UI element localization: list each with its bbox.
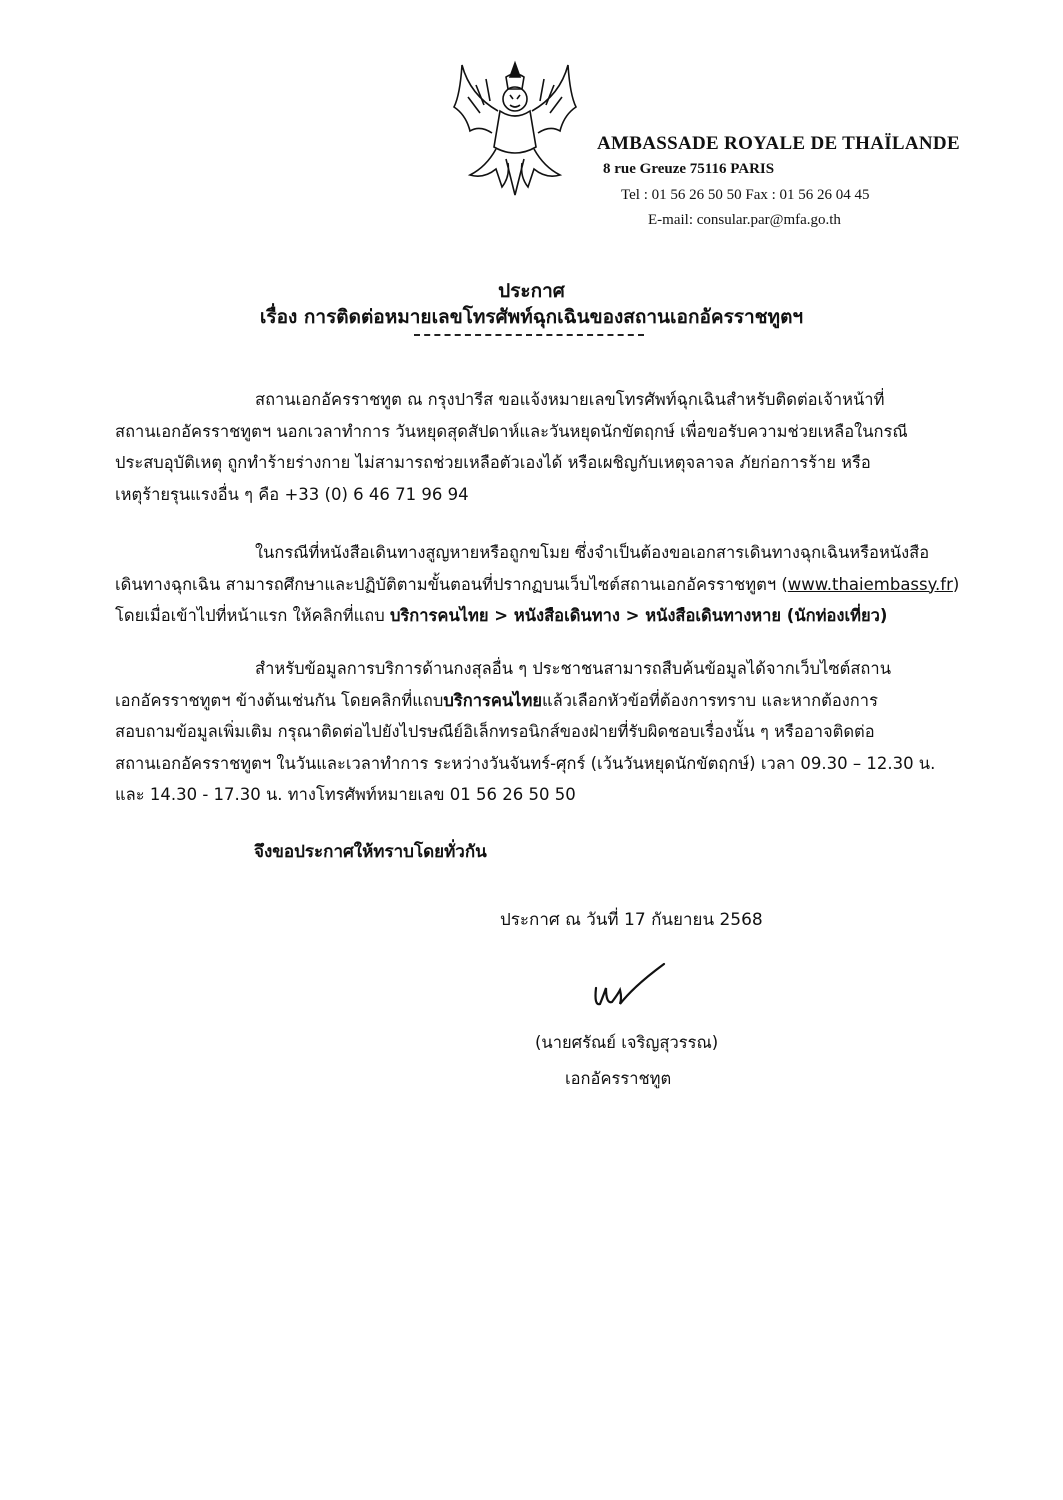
separator-rule — [414, 334, 644, 336]
announcement-title: ประกาศ — [498, 280, 565, 302]
signer-position: เอกอัครราชทูต — [565, 1069, 672, 1088]
paragraph-line: เหตุร้ายรุนแรงอื่น ๆ คือ +33 (0) 6 46 71 96 94 — [115, 484, 469, 504]
email-address: E-mail: consular.par@mfa.go.th — [648, 212, 841, 228]
paragraph-line: สถานเอกอัครราชทูตฯ ในวันและเวลาทำการ ระหว่างวันจันทร์-ศุกร์ (เว้นวันหยุดนักขัตฤกษ์) เวลา 09.30 – 12.30 น. — [115, 753, 936, 773]
paragraph-line: สถานเอกอัครราชทูต ณ กรุงปารีส ขอแจ้งหมายเลขโทรศัพท์ฉุกเฉินสำหรับติดต่อเจ้าหน้าที่ — [255, 390, 885, 409]
paragraph-line: สถานเอกอัครราชทูตฯ นอกเวลาทำการ วันหยุดสุดสัปดาห์และวันหยุดนักขัตฤกษ์ เพื่อขอรับความช่วยเหลือในกรณี — [115, 421, 908, 441]
text-segment: ) — [952, 574, 960, 594]
paragraph-line: สอบถามข้อมูลเพิ่มเติม กรุณาติดต่อไปยังไปรษณีย์อิเล็กทรอนิกส์ของฝ่ายที่รับผิดชอบเรื่องนั้น ๆ หรืออาจติดต่อ — [115, 722, 875, 741]
paragraph-line — [115, 685, 980, 717]
menu-path: บริการคนไทย > หนังสือเดินทาง > หนังสือเดินทางหาย (นักท่องเที่ยว) — [389, 606, 888, 625]
paragraph-consular-info — [115, 653, 980, 811]
paragraph-line: ประสบอุบัติเหตุ ถูกทำร้ายร่างกาย ไม่สามารถช่วยเหลือตัวเองได้ หรือเผชิญกับเหตุจลาจล ภัยก่อการร้าย หรือ — [115, 453, 871, 472]
signer-name: (นายศรัณย์ เจริญสุวรรณ) — [535, 1033, 719, 1052]
tel-fax: Tel : 01 56 26 50 50 Fax : 01 56 26 04 45 — [621, 187, 870, 203]
announcement-date: ประกาศ ณ วันที่ 17 กันยายน 2568 — [500, 910, 763, 930]
text-segment: โดยเมื่อเข้าไปที่หน้าแรก ให้คลิกที่แถบ — [115, 606, 390, 625]
org-name: AMBASSADE ROYALE DE THAÏLANDE — [597, 133, 960, 154]
paragraph-line — [115, 569, 980, 601]
signature-mark — [590, 958, 670, 1018]
paragraph-line — [115, 600, 980, 632]
menu-tab-name: บริการคนไทย — [443, 690, 542, 710]
paragraph-line: สำหรับข้อมูลการบริการด้านกงสุลอื่น ๆ ประชาชนสามารถสืบค้นข้อมูลได้จากเว็บไซต์สถาน — [255, 659, 891, 678]
text-segment: เอกอัครราชทูตฯ ข้างต้นเช่นกัน โดยคลิกที่แถบ — [115, 690, 444, 710]
closing-statement: จึงขอประกาศให้ทราบโดยทั่วกัน — [254, 842, 487, 862]
embassy-website-link[interactable]: www.thaiembassy.fr — [787, 574, 953, 594]
street-address: 8 rue Greuze 75116 PARIS — [603, 161, 775, 177]
paragraph-line: และ 14.30 - 17.30 น. ทางโทรศัพท์หมายเลข 01 56 26 50 50 — [115, 785, 576, 804]
paragraph-line: ในกรณีที่หนังสือเดินทางสูญหายหรือถูกขโมย ซึ่งจำเป็นต้องขอเอกสารเดินทางฉุกเฉินหรือหนังสือ — [255, 543, 930, 562]
announcement-subject: เรื่อง การติดต่อหมายเลขโทรศัพท์ฉุกเฉินของสถานเอกอัครราชทูตฯ — [259, 306, 804, 328]
paragraph-lost-passport — [115, 537, 980, 632]
text-segment: เดินทางฉุกเฉิน สามารถศึกษาและปฏิบัติตามขั้นตอนที่ปรากฏบนเว็บไซต์สถานเอกอัครราชทูตฯ ( — [115, 574, 788, 594]
paragraph-emergency-number — [115, 384, 980, 510]
garuda-emblem-icon — [440, 55, 590, 205]
text-segment: แล้วเลือกหัวข้อที่ต้องการทราบ และหากต้องการ — [542, 690, 878, 710]
